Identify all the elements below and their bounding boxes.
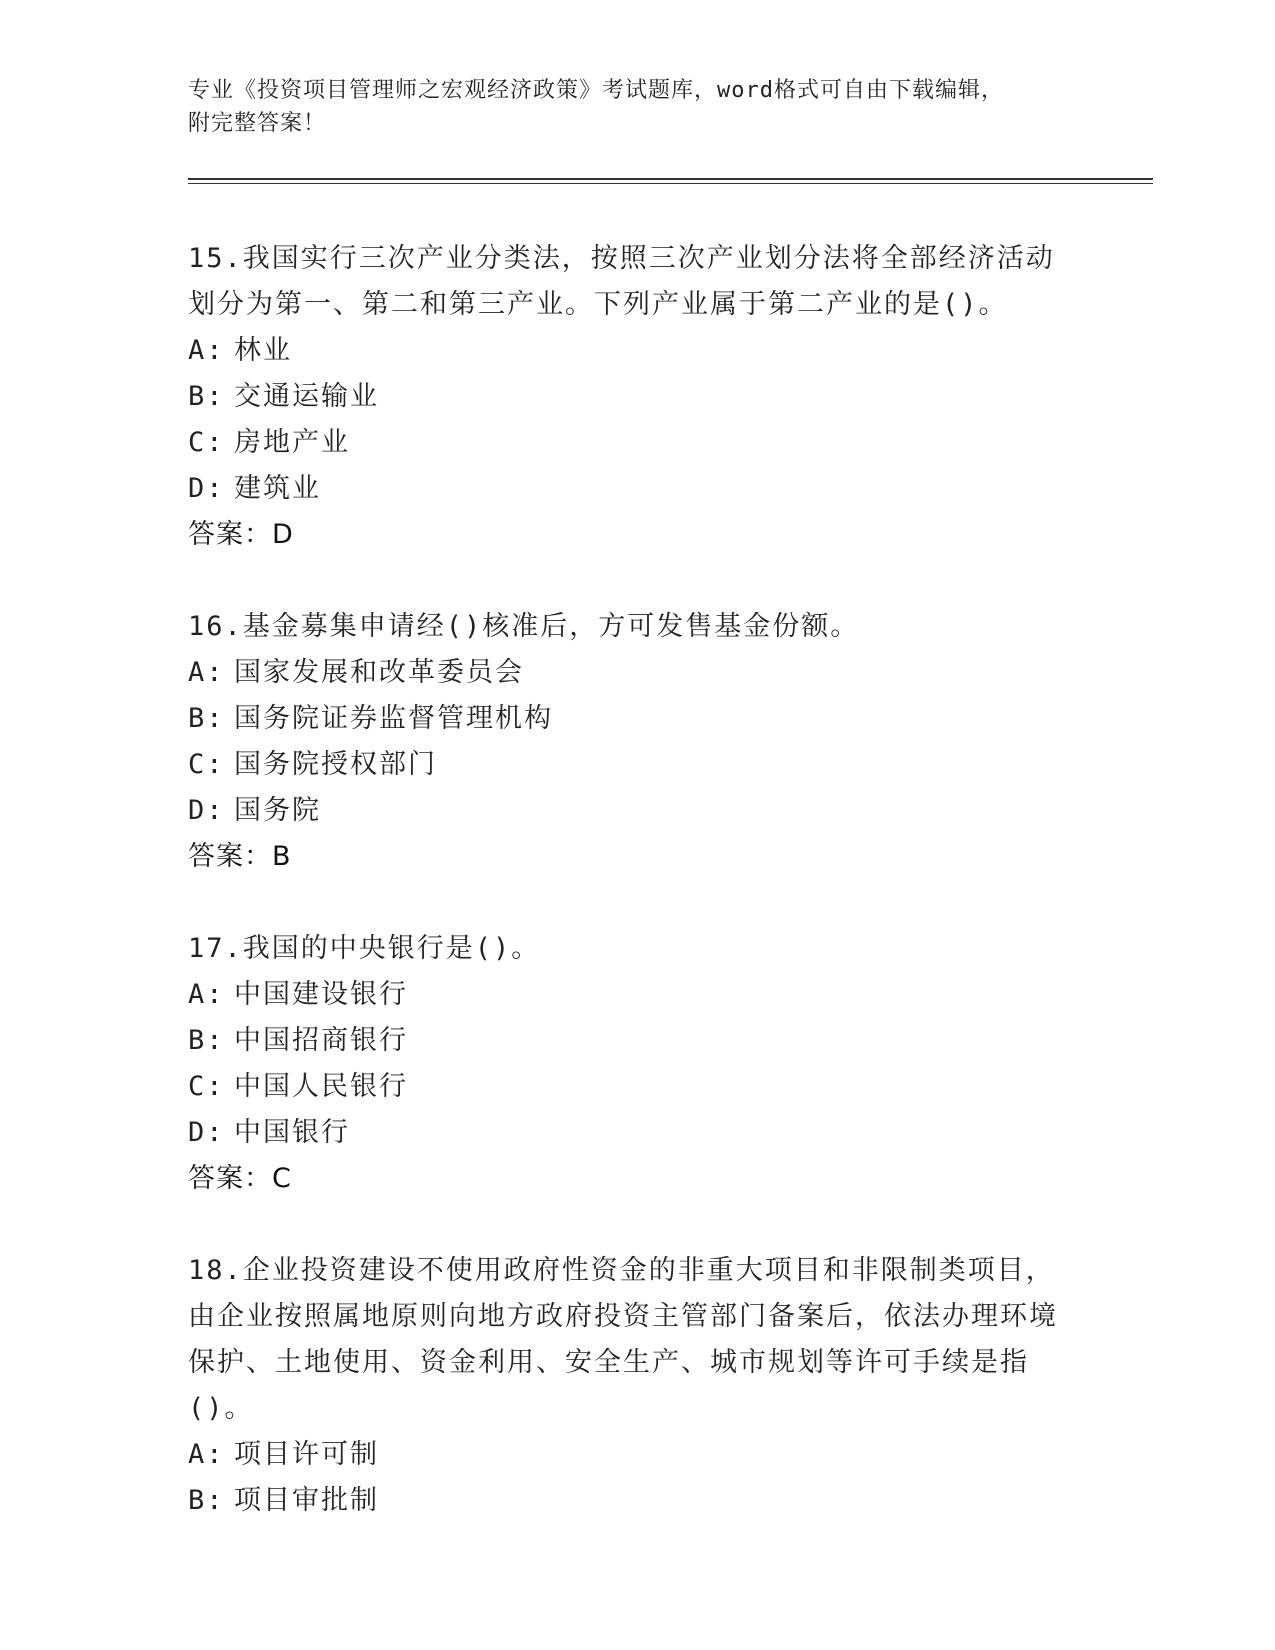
header-line-2: 附完整答案！	[188, 111, 327, 136]
question-16	[188, 604, 1153, 880]
document-header	[188, 74, 1153, 140]
option-label: 房地产业	[234, 427, 350, 458]
option-a	[188, 650, 1153, 696]
option-key: A:	[188, 1439, 225, 1470]
question-text: 15.我国实行三次产业分类法，按照三次产业划分法将全部经济活动划分为第一、第二和第三产业。下列产业属于第二产业的是()。	[188, 243, 1055, 320]
option-key: A:	[188, 335, 225, 366]
answer-line: 答案：B	[188, 841, 292, 872]
option-b	[188, 374, 1153, 420]
option-d	[188, 466, 1153, 512]
option-c	[188, 1064, 1153, 1110]
option-d	[188, 1110, 1153, 1156]
option-label: 中国招商银行	[234, 1025, 408, 1056]
question-18	[188, 1248, 1153, 1524]
option-key: D:	[188, 1117, 225, 1148]
question-list	[188, 236, 1153, 1524]
option-label: 中国建设银行	[234, 979, 408, 1010]
option-key: B:	[188, 381, 225, 412]
question-text: 18.企业投资建设不使用政府性资金的非重大项目和非限制类项目，由企业按照属地原则向地方政府投资主管部门备案后，依法办理环境保护、土地使用、资金利用、安全生产、城市规划等许可手续是指()。	[188, 1255, 1058, 1424]
option-a	[188, 328, 1153, 374]
option-label: 国务院证券监督管理机构	[234, 703, 553, 734]
option-b	[188, 1018, 1153, 1064]
answer-line: 答案：D	[188, 519, 294, 550]
option-key: B:	[188, 1485, 225, 1516]
option-key: A:	[188, 657, 225, 688]
question-text: 17.我国的中央银行是()。	[188, 933, 541, 964]
option-label: 项目许可制	[234, 1439, 379, 1470]
option-c	[188, 420, 1153, 466]
option-key: C:	[188, 427, 225, 458]
option-label: 建筑业	[234, 473, 321, 504]
option-label: 国家发展和改革委员会	[234, 657, 524, 688]
option-label: 交通运输业	[234, 381, 379, 412]
option-key: C:	[188, 749, 225, 780]
option-key: D:	[188, 795, 225, 826]
option-key: A:	[188, 979, 225, 1010]
option-b	[188, 696, 1153, 742]
header-line-1: 专业《投资项目管理师之宏观经济政策》考试题库，word格式可自由下载编辑，	[188, 78, 1004, 103]
option-d	[188, 788, 1153, 834]
header-divider	[188, 178, 1153, 184]
document-page	[188, 0, 1153, 1570]
option-a	[188, 1432, 1153, 1478]
option-c	[188, 742, 1153, 788]
question-15	[188, 236, 1153, 558]
option-label: 中国银行	[234, 1117, 350, 1148]
question-17	[188, 926, 1153, 1202]
option-label: 国务院授权部门	[234, 749, 437, 780]
option-label: 项目审批制	[234, 1485, 379, 1516]
question-text: 16.基金募集申请经()核准后，方可发售基金份额。	[188, 611, 860, 642]
option-key: B:	[188, 1025, 225, 1056]
answer-line: 答案：C	[188, 1163, 292, 1194]
option-a	[188, 972, 1153, 1018]
option-label: 林业	[234, 335, 292, 366]
option-b	[188, 1478, 1153, 1524]
option-key: B:	[188, 703, 225, 734]
option-label: 国务院	[234, 795, 321, 826]
option-label: 中国人民银行	[234, 1071, 408, 1102]
option-key: D:	[188, 473, 225, 504]
option-key: C:	[188, 1071, 225, 1102]
